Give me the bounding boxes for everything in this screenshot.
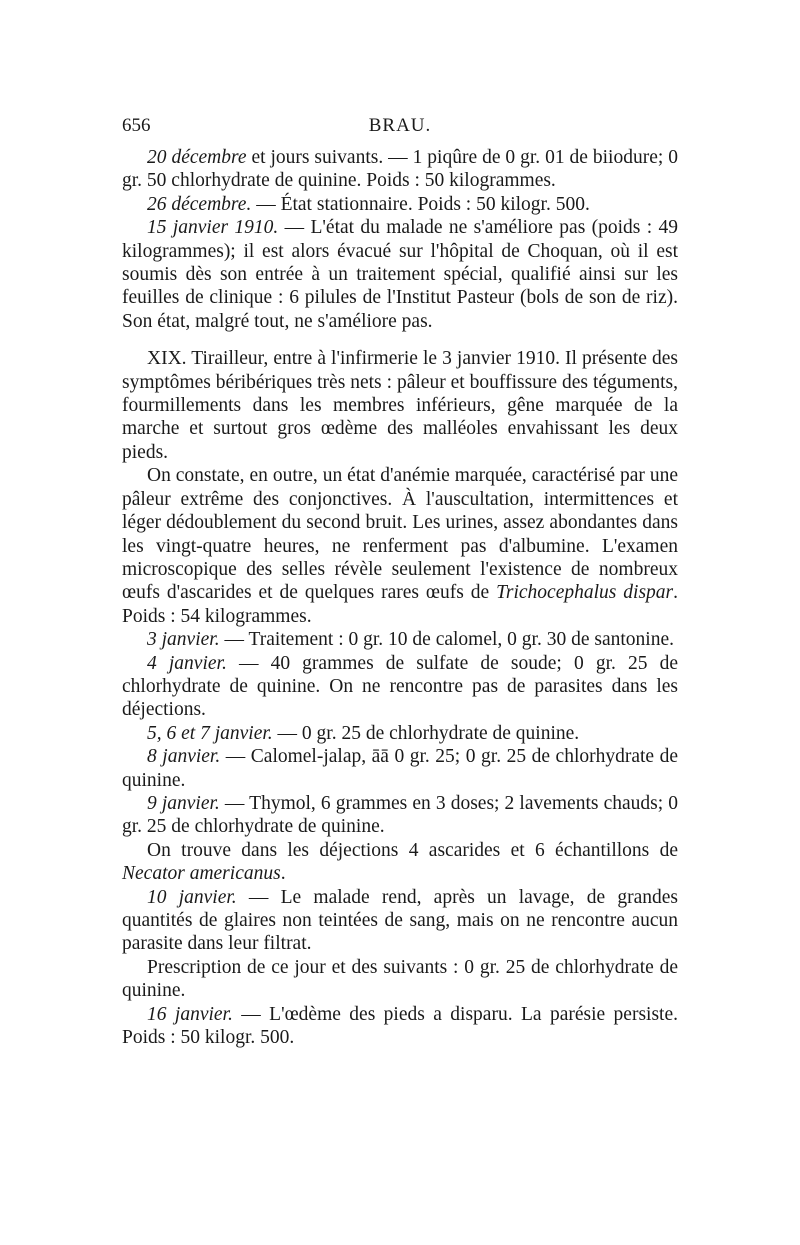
species-name: Trichocephalus dispar: [496, 582, 674, 604]
paragraph-text: Prescription de ce jour et des suivants : 0 gr. 25 de chlorhydrate de quinine.: [122, 956, 678, 1002]
paragraph-text: — 0 gr. 25 de chlorhydrate de quinine.: [272, 722, 580, 744]
paragraph-5-6-7-janvier: [122, 722, 678, 745]
paragraph-15-janvier-1910: [122, 216, 678, 333]
paragraph-text: On trouve dans les déjections 4 ascarides et 6 échantillons de: [147, 839, 678, 861]
entry-date: 26 décembre.: [147, 193, 252, 215]
entry-date: 16 janvier.: [147, 1003, 233, 1025]
paragraph-text: — 40 grammes de sulfate de soude; 0 gr. 25 de chlorhydrate de quinine. On ne rencontre pas de parasites dans les déjections.: [122, 652, 679, 721]
paragraph-10-janvier: [122, 886, 678, 956]
page-number: 656: [122, 115, 151, 136]
paragraph-text: On constate, en outre, un état d'anémie marquée, caractérisé par une pâleur extrême des conjonctives. À l'auscultation, intermittences et léger dédoublement du second bruit. Les urines, assez abondantes dans les vingt-quatre heures, ne renferment pas d'albumine. L'examen microscopique des selles révèle seulement l'existence de nombreux œufs d'ascarides et de quelques rares œufs de: [122, 465, 678, 604]
entry-date: 10 janvier.: [147, 886, 237, 908]
entry-date: 3 janvier.: [147, 629, 220, 651]
paragraph-8-janvier: [122, 745, 678, 792]
paragraph-prescription: [122, 956, 678, 1003]
page-header: [122, 114, 678, 138]
paragraph-text: — Thymol, 6 grammes en 3 doses; 2 lavements chauds; 0 gr. 25 de chlorhydrate de quinine.: [122, 792, 678, 838]
paragraph-text: XIX. Tirailleur, entre à l'infirmerie le 3 janvier 1910. Il présente des symptômes béribériques très nets : pâleur et bouffissure des téguments, fourmillements dans les membres inférieurs, gêne marquée de la marche et surtout gros œdème des malléoles envahissant les deux pieds.: [122, 348, 678, 463]
species-name: Necator americanus: [122, 863, 281, 885]
paragraph-text: et jours suivants. — 1 piqûre de 0 gr. 01 de biiodure; 0 gr. 50 chlorhydrate de quinine. Poids : 50 kilogrammes.: [122, 147, 678, 192]
paragraph-16-janvier: [122, 1003, 678, 1050]
paragraph-4-janvier: [122, 652, 678, 722]
paragraph-9-janvier: [122, 792, 678, 839]
paragraph-text: — Calomel-jalap, āā 0 gr. 25; 0 gr. 25 de chlorhydrate de quinine.: [122, 746, 679, 791]
entry-date: 15 janvier 1910.: [147, 217, 279, 239]
entry-date: 9 janvier.: [147, 792, 220, 814]
paragraph-text: — Le malade rend, après un lavage, de grandes quantités de glaires non teintées de sang, mais on ne rencontre aucun parasite dans leur filtrat.: [122, 886, 678, 955]
paragraph-dejections: [122, 839, 678, 886]
entry-date: 8 janvier.: [147, 746, 221, 768]
paragraph-text: — L'état du malade ne s'améliore pas (poids : 49 kilogrammes); il est alors évacué sur l'hôpital de Choquan, où il est soumis dès son entrée à un traitement spécial, qualifié ainsi sur les feuilles de clinique : 6 pilules de l'Institut Pasteur (bols de son de riz). Son état, malgré tout, ne s'améliore pas.: [122, 217, 678, 332]
paragraph-3-janvier: [122, 628, 678, 651]
paragraph-text-after: . Poids : 54 kilogrammes.: [122, 582, 679, 627]
page-body: [122, 146, 678, 1049]
paragraph-20-decembre: [122, 146, 678, 193]
paragraph-text: — Traitement : 0 gr. 10 de calomel, 0 gr. 30 de santonine.: [219, 629, 674, 651]
paragraph-text: — L'œdème des pieds a disparu. La parésie persiste. Poids : 50 kilogr. 500.: [122, 1003, 678, 1049]
entry-date: 5, 6 et 7 janvier.: [147, 722, 273, 744]
paragraph-constat: [122, 464, 678, 628]
entry-date: 20 décembre: [147, 147, 247, 168]
paragraph-26-decembre: [122, 193, 678, 216]
running-head: BRAU.: [368, 115, 432, 136]
entry-date: 4 janvier.: [147, 652, 227, 674]
paragraph-text: — État stationnaire. Poids : 50 kilogr. 500.: [251, 193, 590, 215]
paragraph-case-xix: [122, 347, 678, 464]
paragraph-text-after: .: [280, 863, 286, 885]
